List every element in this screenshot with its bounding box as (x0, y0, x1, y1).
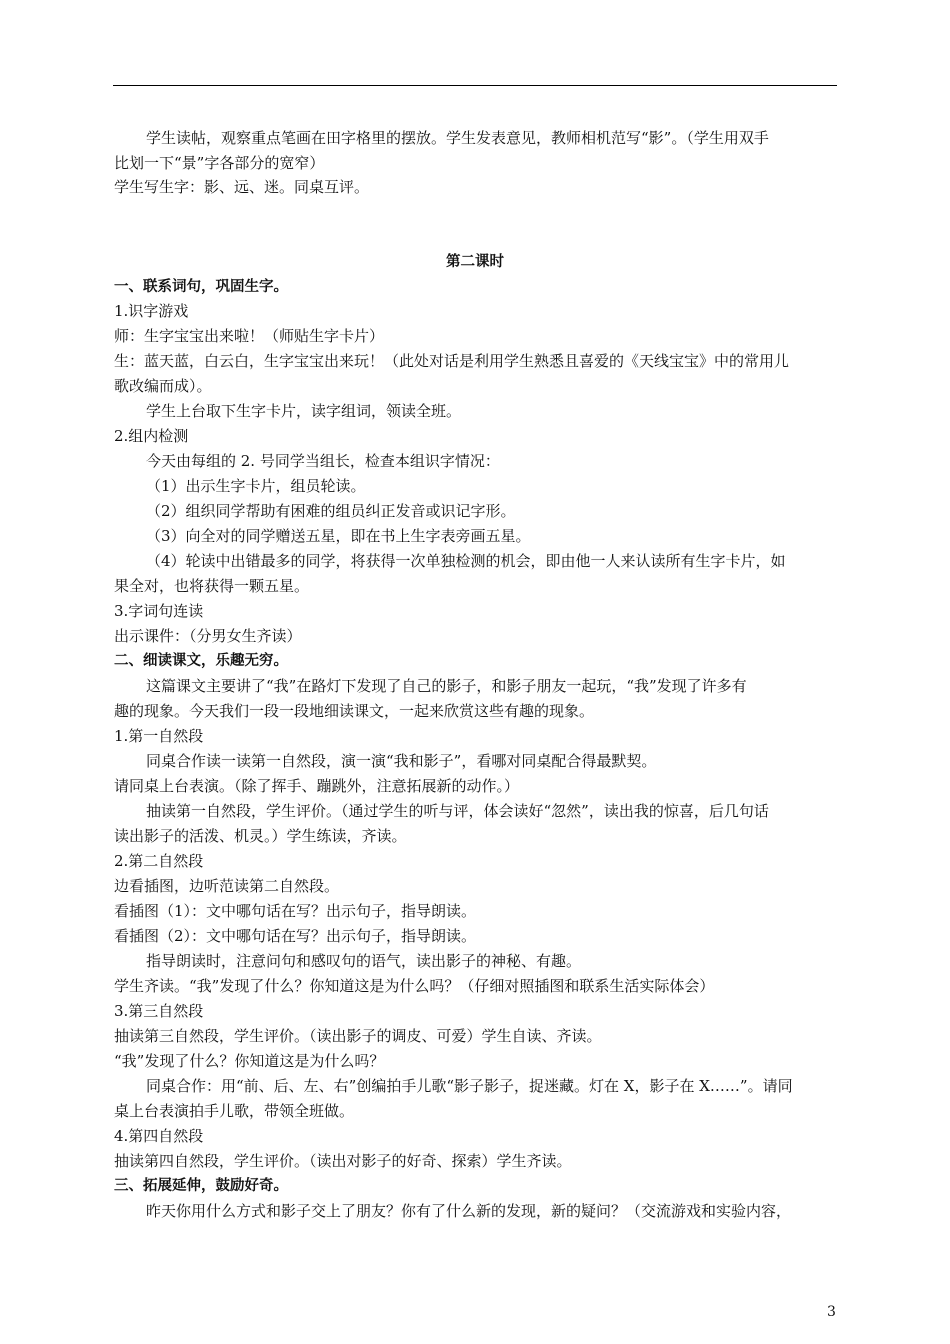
item-title: 3.字词句连读 (114, 602, 204, 620)
paragraph-line: 抽读第一自然段，学生评价。（通过学生的听与评，体会读好“忽然”，读出我的惊喜，后几句话 (146, 802, 769, 820)
lesson-title: 第二课时 (446, 254, 504, 270)
paragraph-line: 学生写生字：影、远、迷。同桌互评。 (114, 178, 370, 196)
item-title: 1.第一自然段 (114, 727, 204, 745)
paragraph-line: 比划一下“景”字各部分的宽窄） (114, 154, 325, 172)
list-item: （2）组织同学帮助有困难的组员纠正发音或识记字形。 (146, 502, 516, 520)
paragraph-line: 抽读第四自然段，学生评价。（读出对影子的好奇、探索）学生齐读。 (114, 1152, 572, 1170)
paragraph-line: 边看插图，边听范读第二自然段。 (114, 877, 340, 895)
paragraph-line: 请同桌上台表演。（除了挥手、蹦跳外，注意拓展新的动作。） (114, 777, 520, 795)
paragraph-line: 出示课件：（分男女生齐读） (114, 627, 302, 645)
page-number: 3 (827, 1304, 836, 1320)
paragraph-line: 果全对，也将获得一颗五星。 (114, 577, 310, 595)
list-item: （4）轮读中出错最多的同学，将获得一次单独检测的机会，即由他一人来认读所有生字卡片，如 (146, 552, 786, 570)
paragraph-line: 学生上台取下生字卡片，读字组词，领读全班。 (146, 402, 462, 420)
section-heading: 二、细读课文，乐趣无穷。 (114, 653, 288, 669)
paragraph-line: 看插图（2）：文中哪句话在写？出示句子，指导朗读。 (114, 927, 477, 945)
paragraph-line: 今天由每组的 2. 号同学当组长，检查本组识字情况： (146, 452, 500, 470)
paragraph-line: 学生读帖，观察重点笔画在田字格里的摆放。学生发表意见，教师相机范写“影”。（学生用双手 (146, 129, 769, 147)
item-title: 2.组内检测 (114, 427, 189, 445)
header-rule (113, 85, 837, 86)
paragraph-line: 同桌合作：用“前、后、左、右”创编拍手儿歌“影子影子，捉迷藏。灯在 X，影子在 X……”。请同 (146, 1077, 793, 1095)
item-title: 2.第二自然段 (114, 852, 204, 870)
section-heading: 三、拓展延伸，鼓励好奇。 (114, 1178, 288, 1194)
list-item: （1）出示生字卡片，组员轮读。 (146, 477, 366, 495)
paragraph-line: 师：生字宝宝出来啦！（师贴生字卡片） (114, 327, 385, 345)
paragraph-line: 生：蓝天蓝，白云白，生字宝宝出来玩！（此处对话是利用学生熟悉且喜爱的《天线宝宝》中的常用儿 (114, 352, 790, 370)
paragraph-line: 歌改编而成）。 (114, 377, 212, 395)
paragraph-line: 桌上台表演拍手儿歌，带领全班做。 (114, 1102, 355, 1120)
item-title: 1.识字游戏 (114, 302, 189, 320)
paragraph-line: “我”发现了什么？你知道这是为什么吗？ (114, 1052, 385, 1070)
section-heading: 一、联系词句，巩固生字。 (114, 279, 288, 295)
list-item: （3）向全对的同学赠送五星，即在书上生字表旁画五星。 (146, 527, 531, 545)
item-title: 3.第三自然段 (114, 1002, 204, 1020)
item-title: 4.第四自然段 (114, 1127, 204, 1145)
paragraph-line: 读出影子的活泼、机灵。）学生练读，齐读。 (114, 827, 407, 845)
paragraph-line: 学生齐读。“我”发现了什么？你知道这是为什么吗？（仔细对照插图和联系生活实际体会） (114, 977, 715, 995)
paragraph-line: 看插图（1）：文中哪句话在写？出示句子，指导朗读。 (114, 902, 477, 920)
paragraph-line: 抽读第三自然段，学生评价。（读出影子的调皮、可爱）学生自读、齐读。 (114, 1027, 602, 1045)
paragraph-line: 趣的现象。今天我们一段一段地细读课文，一起来欣赏这些有趣的现象。 (114, 702, 595, 720)
paragraph-line: 同桌合作读一读第一自然段，演一演“我和影子”，看哪对同桌配合得最默契。 (146, 752, 657, 770)
paragraph-line: 指导朗读时，注意问句和感叹句的语气，读出影子的神秘、有趣。 (146, 952, 582, 970)
paragraph-line: 这篇课文主要讲了“我”在路灯下发现了自己的影子，和影子朋友一起玩，“我”发现了许多有 (146, 677, 747, 695)
paragraph-line: 昨天你用什么方式和影子交上了朋友？你有了什么新的发现，新的疑问？（交流游戏和实验内容， (146, 1202, 792, 1220)
